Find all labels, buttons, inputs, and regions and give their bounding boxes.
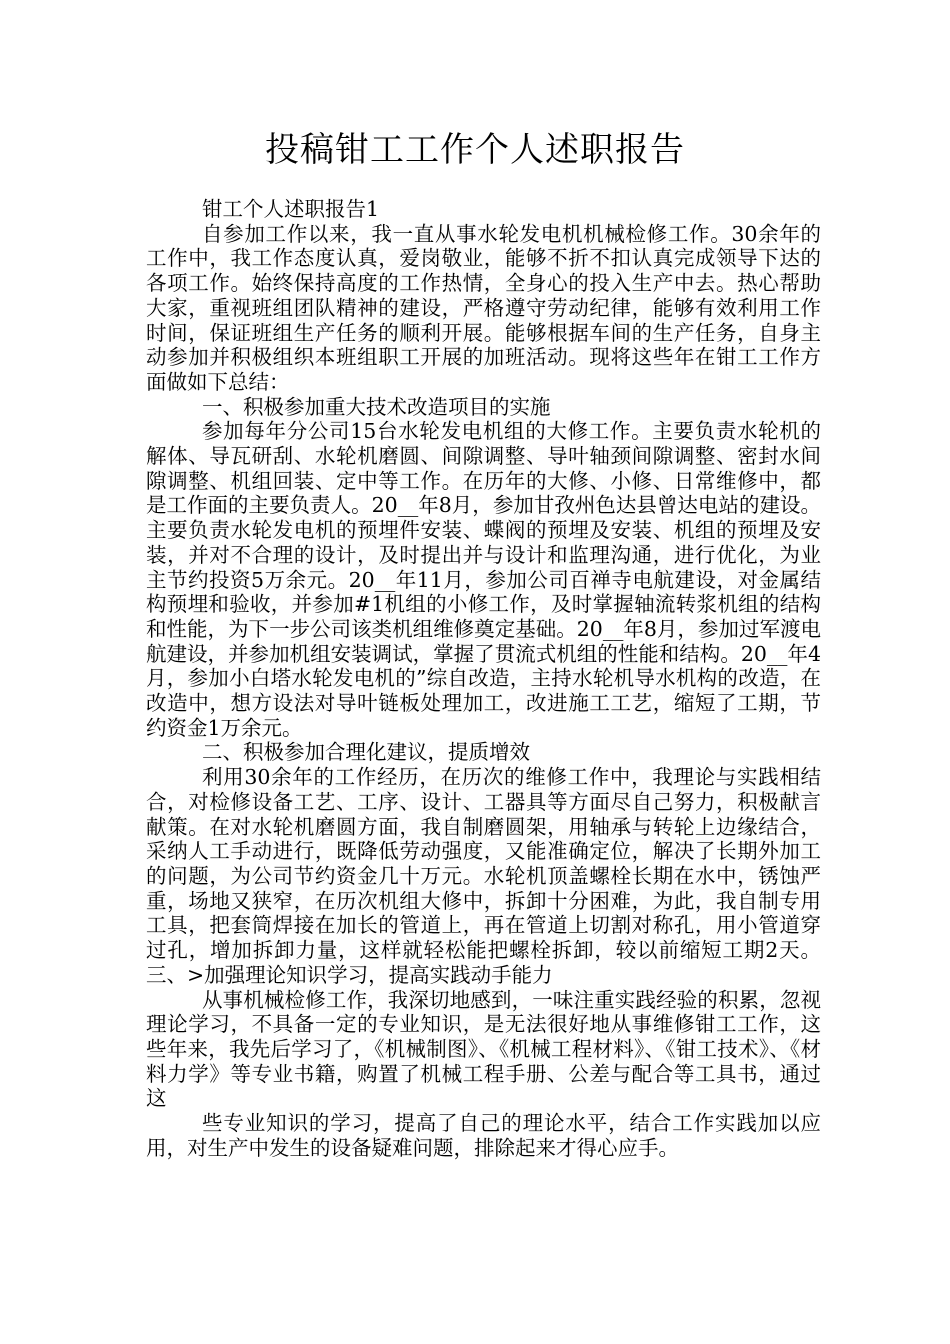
report-subtitle: 钳工个人述职报告1 [202, 197, 380, 221]
paragraph-section-1: 参加每年分公司15台水轮发电机组的大修工作。主要负责水轮机的解体、导瓦研刮、水轮机磨圆、间隙调整、导叶轴颈间隙调整、密封水间隙调整、机组回装、定中等工作。在历年的大修、小修、日常维修中，都是工作面的主要负责人。20__年8月，参加甘孜州色达县曾达电站的建设。主要负责水轮发电机的预埋件安装、蝶阀的预埋及安装、机组的预埋及安装，并对不合理的设计，及时提出并与设计和监理沟通，进行优化，为业主节约投资5万余元。20__年11月，参加公司百禅寺电航建设，对金属结构预埋和验收，并参加#1机组的小修工作，及时掌握轴流转浆机组的结构和性能，为下一步公司该类机组维修奠定基础。20__年8月，参加过军渡电航建设，并参加机组安装调试，掌握了贯流式机组的性能和结构。20__年4月，参加小白塔水轮发电机的”综自改造，主持水轮机导水机构的改造，在改造中，想方设法对导叶链板处理加工，改进施工工艺，缩短了工期，节约资金1万余元。 [146, 419, 821, 740]
paragraph-section-3: 从事机械检修工作，我深切地感到，一味注重实践经验的积累，忽视理论学习，不具备一定的专业知识，是无法很好地从事维修钳工工作，这些年来，我先后学习了，《机械制图》、《机械工程材料》、《钳工技术》、《材料力学》等专业书籍，购置了机械工程手册、公差与配合等工具书，通过这 [146, 987, 821, 1111]
section-heading-2: 二、积极参加合理化建议，提质增效 [202, 740, 530, 765]
section-heading-1: 一、积极参加重大技术改造项目的实施 [202, 394, 551, 419]
document-title: 投稿钳工工作个人述职报告 [265, 130, 685, 170]
paragraph-closing: 些专业知识的学习，提高了自己的理论水平，结合工作实践加以应用，对生产中发生的设备疑难问题，排除起来才得心应手。 [146, 1111, 821, 1160]
document-body [146, 197, 821, 1160]
paragraph-intro: 自参加工作以来，我一直从事水轮发电机机械检修工作。30余年的工作中，我工作态度认真，爱岗敬业，能够不折不扣认真完成领导下达的各项工作。始终保持高度的工作热情，全身心的投入生产中去。热心帮助大家，重视班组团队精神的建设，严格遵守劳动纪律，能够有效利用工作时间，保证班组生产任务的顺利开展。能够根据车间的生产任务，自身主动参加并积极组织本班组职工开展的加班活动。现将这些年在钳工工作方面做如下总结： [146, 221, 821, 394]
paragraph-section-2: 利用30余年的工作经历，在历次的维修工作中，我理论与实践相结合，对检修设备工艺、工序、设计、工器具等方面尽自己努力，积极献言献策。在对水轮机磨圆方面，我自制磨圆架，用轴承与转轮上边缘结合，采纳人工手动进行，既降低劳动强度，又能准确定位，解决了长期外加工的问题，为公司节约资金几十万元。水轮机顶盖螺栓长期在水中，锈蚀严重，场地又狭窄，在历次机组大修中，拆卸十分困难，为此，我自制专用工具，把套筒焊接在加长的管道上，再在管道上切割对称孔，用小管道穿过孔，增加拆卸力量，这样就轻松能把螺栓拆卸，较以前缩短工期2天。三、>加强理论知识学习，提高实践动手能力 [146, 765, 821, 987]
